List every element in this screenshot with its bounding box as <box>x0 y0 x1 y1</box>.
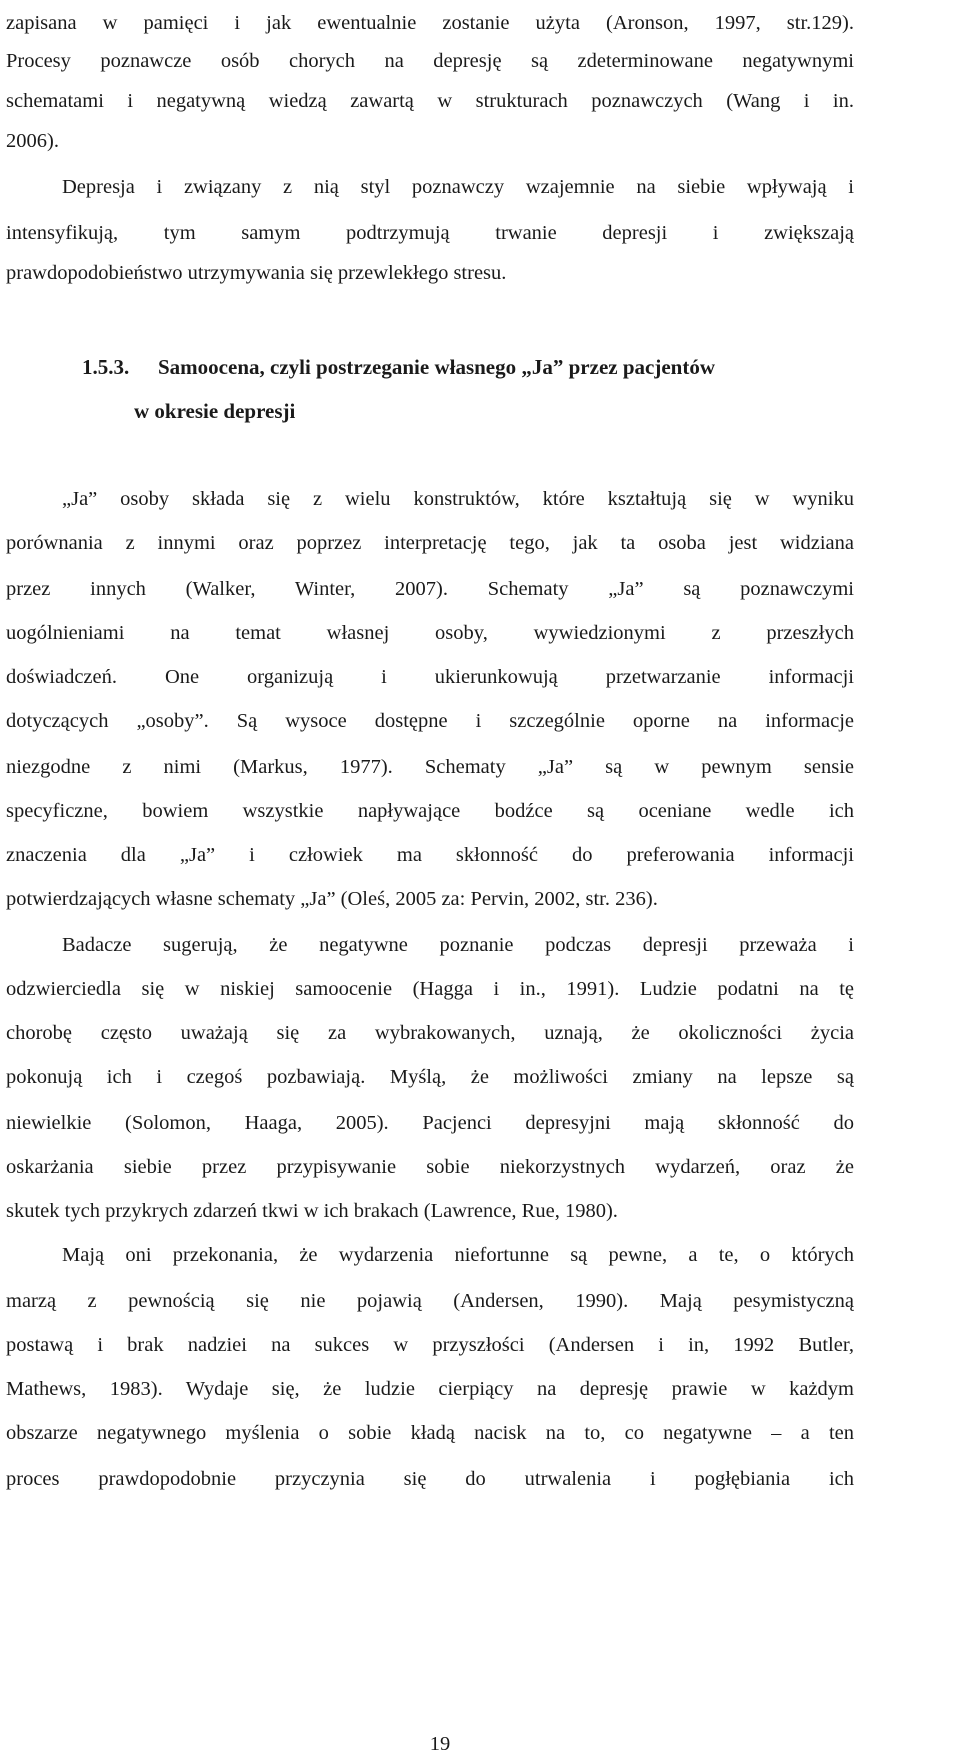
text-line: chorobę często uważają się za wybrakowanych, uznają, że okoliczności życia <box>6 1022 854 1044</box>
section-heading <box>82 352 842 382</box>
text-line: 2006). <box>6 130 59 152</box>
text-line: zapisana w pamięci i jak ewentualnie zostanie użyta (Aronson, 1997, str.129). <box>6 12 854 34</box>
text-line: Procesy poznawcze osób chorych na depresję są zdeterminowane negatywnymi <box>6 50 854 72</box>
text-line: porównania z innymi oraz poprzez interpretację tego, jak ta osoba jest widziana <box>6 532 854 554</box>
text-line: „Ja” osoby składa się z wielu konstruktów, które kształtują się w wyniku <box>62 488 854 510</box>
text-line: Mają oni przekonania, że wydarzenia niefortunne są pewne, a te, o których <box>62 1244 854 1266</box>
text-line: prawdopodobieństwo utrzymywania się przewlekłego stresu. <box>6 262 507 284</box>
text-line: skutek tych przykrych zdarzeń tkwi w ich brakach (Lawrence, Rue, 1980). <box>6 1200 618 1222</box>
text-line: znaczenia dla „Ja” i człowiek ma skłonność do preferowania informacji <box>6 844 854 866</box>
text-line: proces prawdopodobnie przyczynia się do utrwalenia i pogłębiania ich <box>6 1468 854 1490</box>
text-line: Badacze sugerują, że negatywne poznanie podczas depresji przeważa i <box>62 934 854 956</box>
text-line: obszarze negatywnego myślenia o sobie kładą nacisk na to, co negatywne – a ten <box>6 1422 854 1444</box>
text-line: dotyczących „osoby”. Są wysoce dostępne i szczególnie oporne na informacje <box>6 710 854 732</box>
text-line: Depresja i związany z nią styl poznawczy wzajemnie na siebie wpływają i <box>62 176 854 198</box>
text-line: marzą z pewnością się nie pojawią (Andersen, 1990). Mają pesymistyczną <box>6 1290 854 1312</box>
text-line: intensyfikują, tym samym podtrzymują trwanie depresji i zwiększają <box>6 222 854 244</box>
page-number: 19 <box>429 1733 451 1755</box>
text-line: uogólnieniami na temat własnej osoby, wywiedzionymi z przeszłych <box>6 622 854 644</box>
text-line: oskarżania siebie przez przypisywanie sobie niekorzystnych wydarzeń, oraz że <box>6 1156 854 1178</box>
section-number: 1.5.3. <box>82 355 130 379</box>
text-line: odzwierciedla się w niskiej samoocenie (Hagga i in., 1991). Ludzie podatni na tę <box>6 978 854 1000</box>
text-line: postawą i brak nadziei na sukces w przyszłości (Andersen i in, 1992 Butler, <box>6 1334 854 1356</box>
section-title-line2: w okresie depresji <box>134 399 296 423</box>
text-line: Mathews, 1983). Wydaje się, że ludzie cierpiący na depresję prawie w każdym <box>6 1378 854 1400</box>
text-line: potwierdzających własne schematy „Ja” (Oleś, 2005 za: Pervin, 2002, str. 236). <box>6 888 658 910</box>
text-line: niezgodne z nimi (Markus, 1977). Schematy „Ja” są w pewnym sensie <box>6 756 854 778</box>
text-line: przez innych (Walker, Winter, 2007). Schematy „Ja” są poznawczymi <box>6 578 854 600</box>
text-line: doświadczeń. One organizują i ukierunkowują przetwarzanie informacji <box>6 666 854 688</box>
text-line: specyficzne, bowiem wszystkie napływające bodźce są oceniane wedle ich <box>6 800 854 822</box>
text-line: schematami i negatywną wiedzą zawartą w strukturach poznawczych (Wang i in. <box>6 90 854 112</box>
text-line: pokonują ich i czegoś pozbawiają. Myślą, że możliwości zmiany na lepsze są <box>6 1066 854 1088</box>
text-line: niewielkie (Solomon, Haaga, 2005). Pacjenci depresyjni mają skłonność do <box>6 1112 854 1134</box>
section-title-line1: Samoocena, czyli postrzeganie własnego „Ja” przez pacjentów <box>158 355 715 379</box>
